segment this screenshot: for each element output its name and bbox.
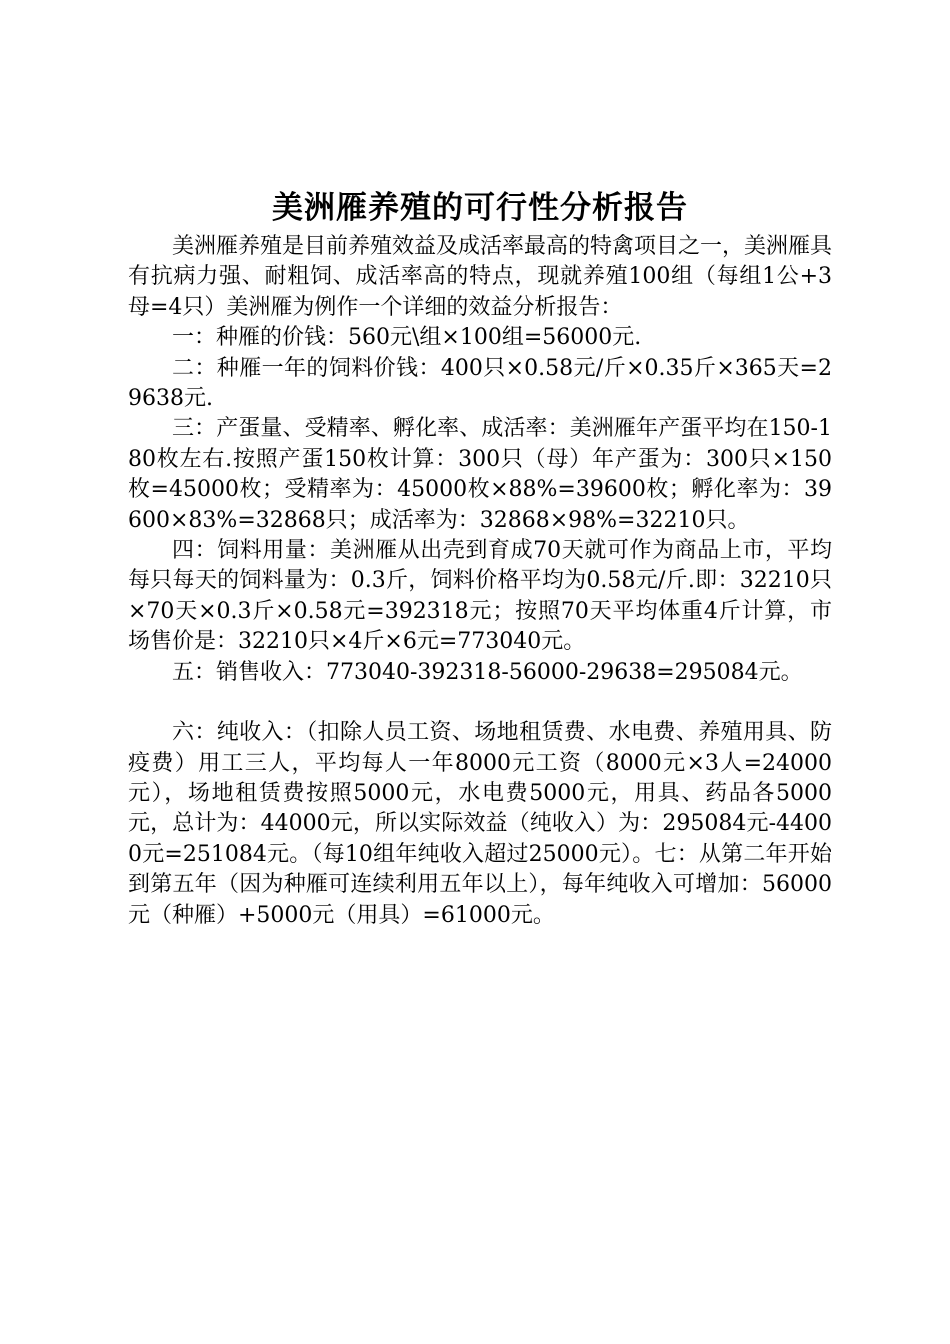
paragraph-feed-usage: 四：饲料用量：美洲雁从出壳到育成70天就可作为商品上市，平均每只每天的饲料量为：0.3斤，饲料价格平均为0.58元/斤.即：32210只×70天×0.3斤×0.58元=392318元；按照70天平均体重4斤计算，市场售价是：32210只×4斤×6元=773040元。: [128, 538, 832, 655]
document-page: [128, 186, 832, 931]
paragraph-intro: 美洲雁养殖是目前养殖效益及成活率最高的特禽项目之一，美洲雁具有抗病力强、耐粗饲、成活率高的特点，现就养殖100组（每组1公+3母=4只）美洲雁为例作一个详细的效益分析报告：: [128, 234, 833, 320]
paragraph-breeder-price: 一：种雁的价钱：560元\组×100组=56000元.: [172, 325, 642, 351]
paragraph-feed-cost: 二：种雁一年的饲料价钱：400只×0.58元/斤×0.35斤×365天=29638元.: [128, 355, 832, 412]
paragraph-net-income: 六：纯收入：（扣除人员工资、场地租赁费、水电费、养殖用具、防疫费）用工三人，平均每人一年8000元工资（8000元×3人=24000元），场地租赁费按照5000元，水电费5000元，用具、药品各5000元，总计为：44000元，所以实际效益（纯收入）为：295084元-44000元=251084元。（每10组年纯收入超过25000元）。七：从第二年开始到第五年（因为种雁可连续利用五年以上），每年纯收入可增加：56000元（种雁）+5000元（用具）=61000元。: [128, 720, 832, 928]
paragraph-sales-income: 五：销售收入：773040-392318-56000-29638=295084元。: [172, 659, 803, 685]
document-title: 美洲雁养殖的可行性分析报告: [272, 190, 688, 226]
paragraph-egg-production: 三：产蛋量、受精率、孵化率、成活率：美洲雁年产蛋平均在150-180枚左右.按照产蛋150枚计算：300只（母）年产蛋为：300只×150枚=45000枚；受精率为：45000枚×88%=39600枚；孵化率为：39600×83%=32868只；成活率为：32868×98%=32210只。: [128, 416, 832, 533]
